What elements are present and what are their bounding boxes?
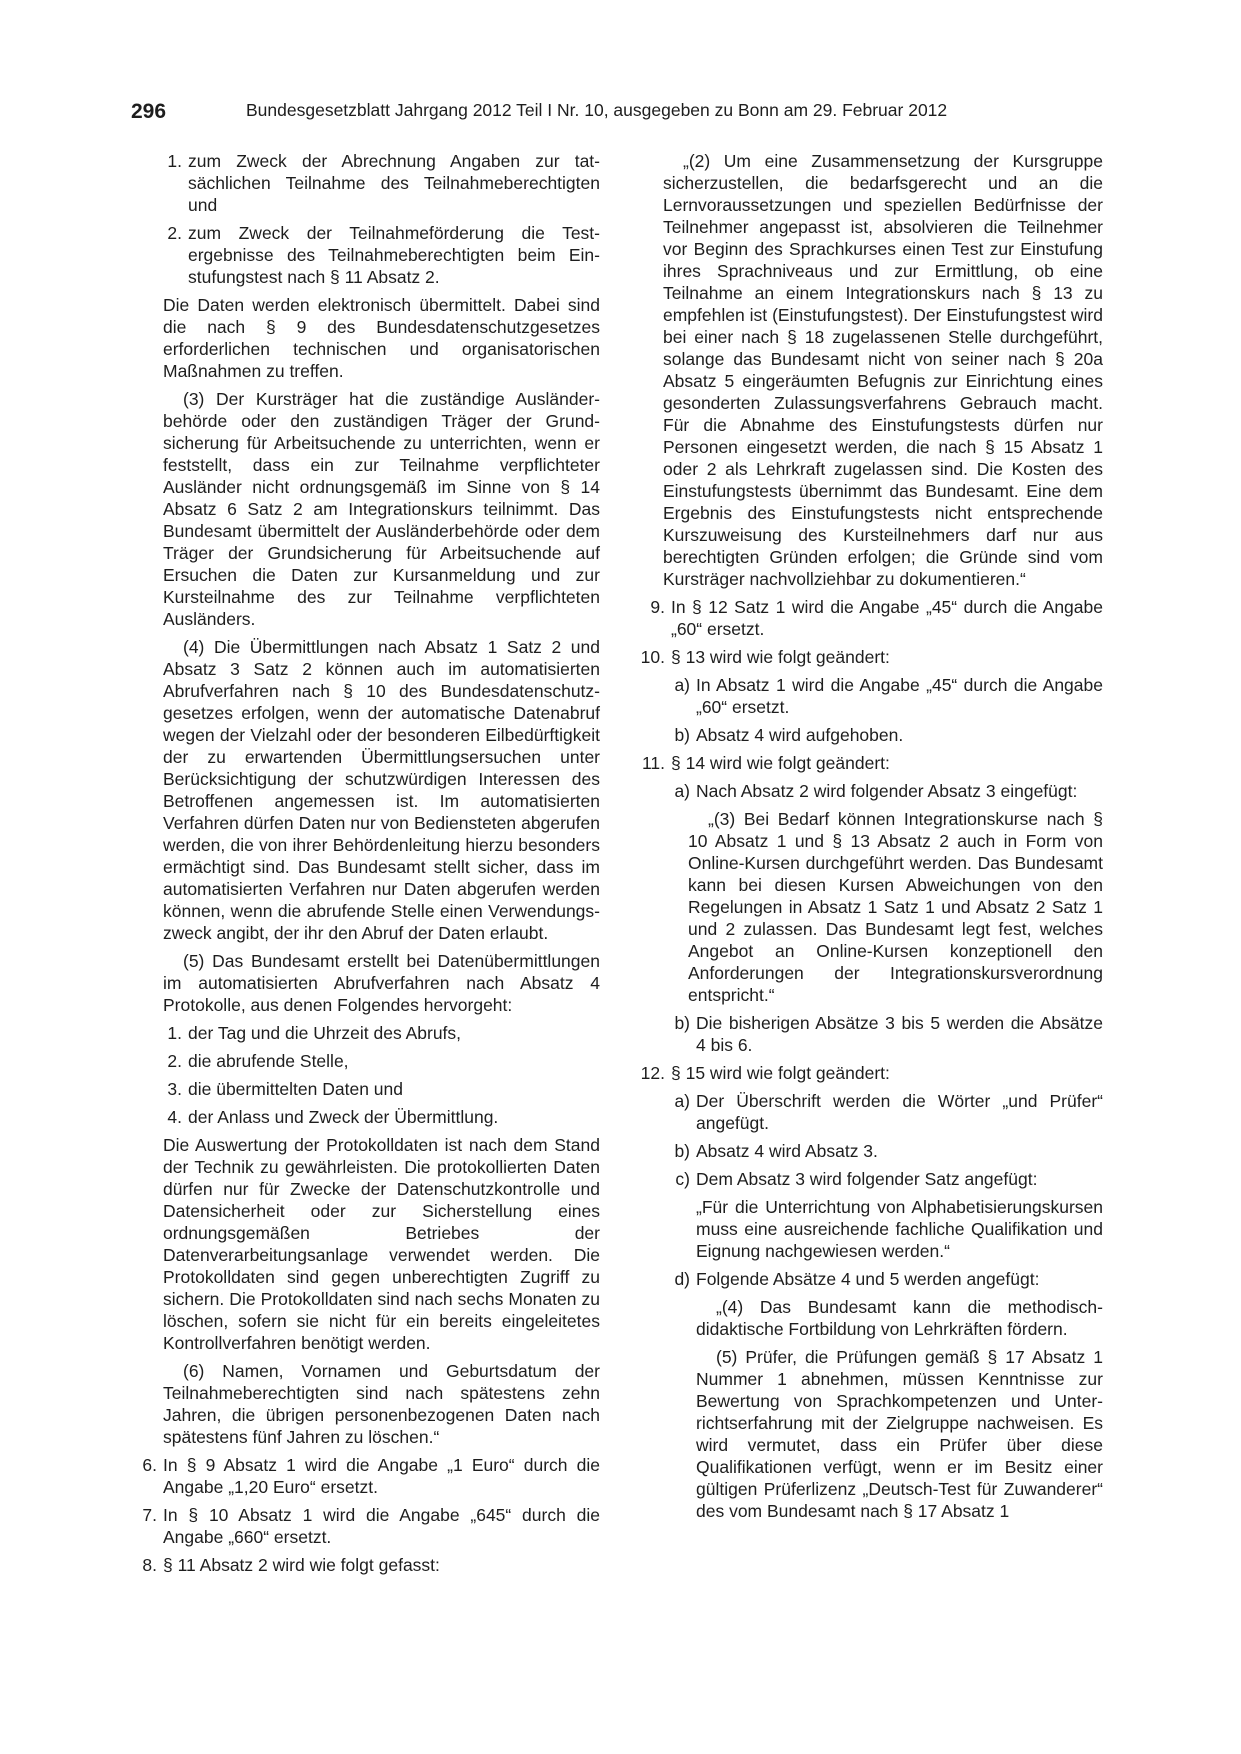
item-text: Nach Absatz 2 wird folgender Absatz 3 eingefügt: bbox=[696, 781, 1078, 801]
list-item bbox=[138, 1504, 600, 1548]
list-item bbox=[635, 596, 1103, 640]
item-text: die abrufende Stelle, bbox=[188, 1051, 349, 1071]
list-item bbox=[635, 1062, 1103, 1084]
right-column bbox=[635, 150, 1103, 1528]
item-letter: b) bbox=[674, 1013, 690, 1033]
item-letter: b) bbox=[674, 1141, 690, 1161]
sub-item bbox=[635, 780, 1103, 802]
paragraph-data-transmission: Die Daten werden elektronisch übermittelt. Dabei sind die nach § 9 des Bundesdatenschutzgesetzes erforderlichen technischen und organisatorischen Maßnahmen zu treffen. bbox=[163, 295, 600, 381]
item-letter: a) bbox=[674, 675, 690, 695]
paragraph-4: (4) Die Übermittlungen nach Absatz 1 Satz 2 und Absatz 3 Satz 2 können auch im automatisierten Abrufverfahren nach § 10 des Bundesdatenschutzgesetzes erfolgen, wenn der automatische Datenabruf wegen der Vielzahl oder der besonderen Eilbedürftigkeit der zu erwartenden Übermittlungsersuchen unter Berücksichtigung der schutzwürdigen Interessen des Betroffenen angemessen ist. Im automatisierten Verfahren dürfen Daten nur von Bediensteten abgerufen werden, die von ihrer Behördenleitung hierzu besonders ermächtigt sind. Das Bundesamt stellt sicher, dass im automatisierten Verfahren nur Daten abgerufen werden können, wenn die abrufende Stelle einen Verwendungszweck angibt, der ihr den Abruf der Daten erlaubt. bbox=[163, 637, 600, 943]
gazette-title: Bundesgesetzblatt Jahrgang 2012 Teil I Nr. 10, ausgegeben zu Bonn am 29. Februar 2012 bbox=[246, 100, 948, 120]
list-item bbox=[163, 1022, 600, 1044]
item-number: 4. bbox=[167, 1107, 182, 1127]
list-item bbox=[163, 1106, 600, 1128]
paragraph-5: (5) Das Bundesamt erstellt bei Datenübermittlungen im automatisierten Abrufverfahren nach Absatz 4 Protokolle, aus denen Folgendes hervorgeht: bbox=[163, 951, 600, 1015]
item-number: 12. bbox=[640, 1063, 665, 1083]
item-text: Dem Absatz 3 wird folgender Satz angefügt: bbox=[696, 1169, 1038, 1189]
item-text: Die bisherigen Absätze 3 bis 5 werden die Absätze 4 bis 6. bbox=[696, 1013, 1103, 1055]
page-header bbox=[131, 100, 1111, 130]
item-number: 7. bbox=[142, 1505, 157, 1525]
item-text: § 13 wird wie folgt geändert: bbox=[671, 647, 890, 667]
item-text: zum Zweck der Abrechnung Angaben zur tatsächlichen Teilnahme des Teilnahmeberechtigten und bbox=[188, 151, 600, 215]
list-item bbox=[635, 752, 1103, 774]
item-number: 2. bbox=[167, 223, 182, 243]
list-item bbox=[163, 1078, 600, 1100]
item-letter: b) bbox=[674, 725, 690, 745]
item-text: In Absatz 1 wird die Angabe „45“ durch die Angabe „60“ ersetzt. bbox=[696, 675, 1103, 717]
item-text: Absatz 4 wird Absatz 3. bbox=[696, 1141, 878, 1161]
item-letter: d) bbox=[674, 1269, 690, 1289]
item-letter: c) bbox=[675, 1169, 690, 1189]
item-number: 6. bbox=[142, 1455, 157, 1475]
quote-alphabetisierung: „Für die Unterrichtung von Alphabetisierungskursen muss eine ausreichende fachliche Qualifikation und Eignung nachgewiesen werden.“ bbox=[696, 1197, 1103, 1261]
sub-item bbox=[635, 724, 1103, 746]
list-item bbox=[138, 1554, 600, 1576]
list-item bbox=[138, 1454, 600, 1498]
paragraph-6: (6) Namen, Vornamen und Geburtsdatum der Teilnahmeberechtigten sind nach spätestens zehn Jahren, die übrigen personenbezogenen Daten nach spätestens fünf Jahren zu löschen.“ bbox=[163, 1361, 600, 1447]
paragraph-evaluation: Die Auswertung der Protokolldaten ist nach dem Stand der Technik zu gewährleisten. Die protokollierten Daten dürfen nur für Zwecke der Datenschutzkontrolle und Datensicherheit oder zur Sicherstellung eines ordnungsgemäßen Betriebes der Datenverarbeitungsanlage verwendet werden. Die Protokolldaten sind gegen unberechtigten Zugriff zu sichern. Die Protokolldaten sind nach sechs Monaten zu löschen, sofern sie nicht für ein bereits eingeleitetes Kontrollverfahren benötigt werden. bbox=[163, 1135, 600, 1353]
paragraph-2-quote: „(2) Um eine Zusammensetzung der Kursgruppe sicherzustellen, die bedarfsgerecht und an die Lernvoraussetzungen und speziellen Bedürfnisse der Teilnehmer angepasst ist, absolvieren die Teilnehmer vor Beginn des Sprachkurses einen Test zur Einstufung ihres Sprachniveaus und zur Ermittlung, ob eine Teilnahme an einem Integrationskurs nach § 13 zu empfehlen ist (Einstufungstest). Der Einstufungstest wird bei einer nach § 18 zugelassenen Stelle durchgeführt, solange das Bundesamt nicht von seiner nach § 20a Absatz 5 eingeräumten Befugnis zur Einrichtung eines gesonderten Zulassungsverfahrens Gebrauch macht. Für die Abnahme des Einstufungstests dürfen nur Personen eingesetzt werden, die nach § 15 Absatz 1 oder 2 als Lehrkraft zugelassen sind. Die Kosten des Einstufungstests übernimmt das Bundesamt. Eine dem Ergebnis des Einstufungstests nicht entsprechende Kurszuweisung des Kursteilnehmers darf nur aus berechtigten Gründen erfolgen; die Gründe sind vom Kursträger nachvollziehbar zu dokumentieren.“ bbox=[663, 151, 1103, 589]
item-text: § 15 wird wie folgt geändert: bbox=[671, 1063, 890, 1083]
sub-item bbox=[635, 1090, 1103, 1134]
quote-paragraph-4: „(4) Das Bundesamt kann die methodisch-didaktische Fortbildung von Lehrkräften fördern. bbox=[696, 1297, 1103, 1339]
item-number: 11. bbox=[641, 753, 665, 773]
item-text: § 14 wird wie folgt geändert: bbox=[671, 753, 890, 773]
item-number: 1. bbox=[167, 1023, 182, 1043]
item-number: 10. bbox=[640, 647, 665, 667]
item-text: In § 10 Absatz 1 wird die Angabe „645“ durch die Angabe „660“ ersetzt. bbox=[163, 1505, 600, 1547]
sub-item bbox=[635, 1012, 1103, 1056]
item-text: In § 9 Absatz 1 wird die Angabe „1 Euro“ durch die Angabe „1,20 Euro“ ersetzt. bbox=[163, 1455, 600, 1497]
quote-paragraph-3: „(3) Bei Bedarf können Integrationskurse nach § 10 Absatz 1 und § 13 Absatz 2 auch in Form von Online-Kursen durchgeführt werden. Das Bundesamt kann bei diesen Kursen Abweichungen von den Regelungen in Absatz 1 Satz 1 und Absatz 2 Satz 1 und 2 zulassen. Das Bundesamt legt fest, welches Angebot an Online-Kursen konzeptionell den Anforderungen der Integrationskursverordnung entspricht.“ bbox=[688, 809, 1103, 1005]
item-letter: a) bbox=[674, 781, 690, 801]
item-number: 1. bbox=[167, 151, 182, 171]
sub-item bbox=[635, 1168, 1103, 1190]
sub-item bbox=[635, 674, 1103, 718]
item-number: 9. bbox=[650, 597, 665, 617]
list-item bbox=[163, 222, 600, 288]
item-text: der Anlass und Zweck der Übermittlung. bbox=[188, 1107, 499, 1127]
item-text: § 11 Absatz 2 wird wie folgt gefasst: bbox=[163, 1555, 440, 1575]
page-number: 296 bbox=[131, 100, 167, 123]
sub-item bbox=[635, 1140, 1103, 1162]
item-text: Der Überschrift werden die Wörter „und Prüfer“ angefügt. bbox=[696, 1091, 1103, 1133]
list-item bbox=[163, 1050, 600, 1072]
item-text: der Tag und die Uhrzeit des Abrufs, bbox=[188, 1023, 462, 1043]
item-number: 2. bbox=[167, 1051, 182, 1071]
item-text: Folgende Absätze 4 und 5 werden angefügt: bbox=[696, 1269, 1040, 1289]
item-number: 8. bbox=[142, 1555, 157, 1575]
paragraph-3: (3) Der Kursträger hat die zuständige Ausländerbehörde oder den zuständigen Träger der Grundsicherung für Arbeitsuchende zu unterrichten, wenn er feststellt, dass ein zur Teilnahme verpflichteter Ausländer nicht ordnungsgemäß im Sinne von § 14 Absatz 6 Satz 2 am Integrationskurs teilnimmt. Das Bundesamt übermittelt der Ausländerbehörde oder dem Träger der Grundsicherung für Arbeitsuchende auf Ersuchen die Daten zur Kursanmeldung und zur Kursteilnahme des zur Teilnahme verpflichteten Ausländers. bbox=[163, 389, 600, 629]
list-item bbox=[163, 150, 600, 216]
item-letter: a) bbox=[674, 1091, 690, 1111]
sub-item bbox=[635, 1268, 1103, 1290]
quote-paragraph-5: (5) Prüfer, die Prüfungen gemäß § 17 Absatz 1 Nummer 1 abnehmen, müssen Kenntnisse zur Bewertung von Sprachkompetenzen und Unterrichtserfahrung mit der Zielgruppe nachweisen. Es wird vermutet, dass ein Prüfer über diese Qualifikationen verfügt, wenn er im Besitz einer gültigen Prüferlizenz „Deutsch-Test für Zuwanderer“ des vom Bundesamt nach § 17 Absatz 1 bbox=[696, 1347, 1103, 1521]
left-column bbox=[142, 150, 600, 1582]
item-text: die übermittelten Daten und bbox=[188, 1079, 403, 1099]
item-text: In § 12 Satz 1 wird die Angabe „45“ durch die Angabe „60“ ersetzt. bbox=[671, 597, 1103, 639]
item-text: Absatz 4 wird aufgehoben. bbox=[696, 725, 904, 745]
item-text: zum Zweck der Teilnahmeförderung die Testergebnisse des Teilnahmeberechtigten beim Einstufungstest nach § 11 Absatz 2. bbox=[188, 223, 600, 287]
list-item bbox=[635, 646, 1103, 668]
item-number: 3. bbox=[167, 1079, 182, 1099]
